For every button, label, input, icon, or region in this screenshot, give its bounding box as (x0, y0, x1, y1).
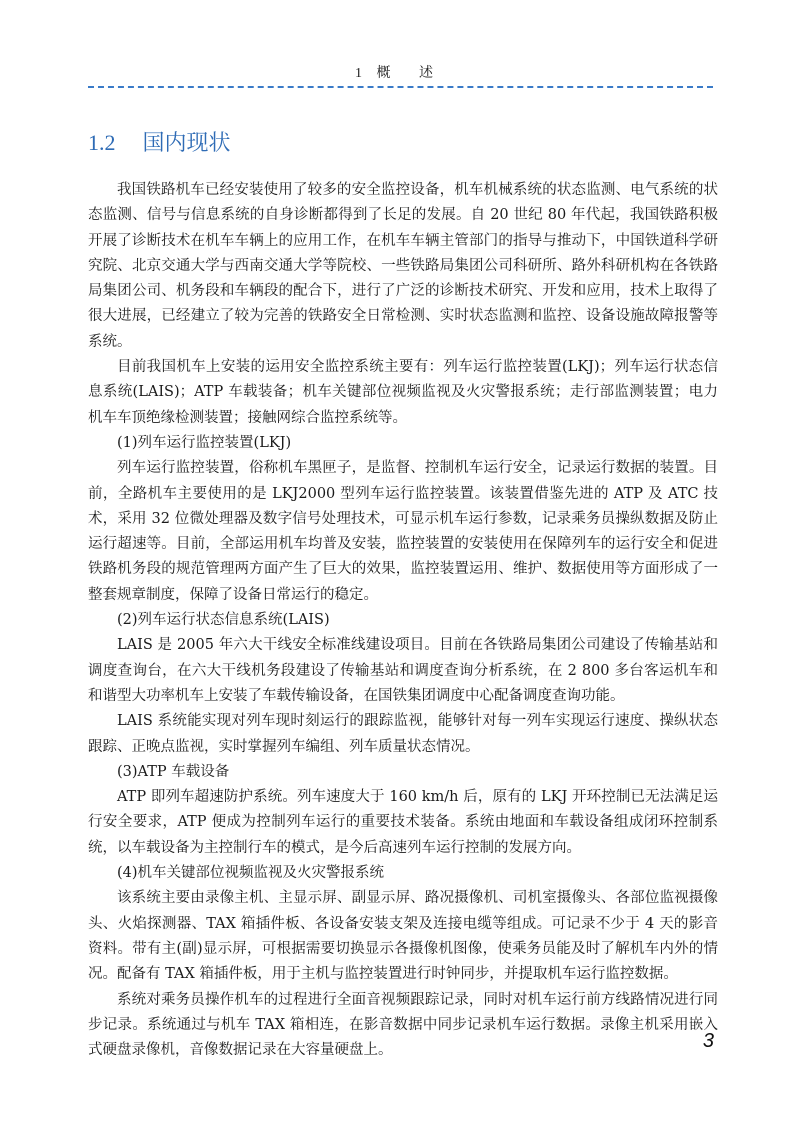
paragraph: 我国铁路机车已经安装使用了较多的安全监控设备，机车机械系统的状态监测、电气系统的状态监测、信号与信息系统的自身诊断都得到了长足的发展。自 20 世纪 80 年代起，我国铁路积极开展了诊断技术在机车车辆上的应用工作，在机车车辆主管部门的指导与推动下，中国铁道科学研究院、北京交通大学与西南交通大学等院校、一些铁路局集团公司科研所、路外科研机构在各铁路局集团公司、机务段和车辆段的配合下，进行了广泛的诊断技术研究、开发和应用，技术上取得了很大进展，已经建立了较为完善的铁路安全日常检测、实时状态监测和监控、设备设施故障报警等系统。 (88, 182, 718, 350)
section-number: 1.2 (88, 130, 116, 155)
subheading: (2)列车运行状态信息系统(LAIS) (117, 612, 330, 629)
page-number: 3 (702, 1030, 714, 1052)
paragraph: 系统对乘务员操作机车的过程进行全面音视频跟踪记录，同时对机车运行前方线路情况进行同步记录。系统通过与机车 TAX 箱相连，在影音数据中同步记录机车运行数据。录像主机采用嵌入式硬盘录像机，音像数据记录在大容量硬盘上。 (88, 991, 718, 1059)
paragraph: 目前我国机车上安装的运用安全监控系统主要有：列车运行监控装置(LKJ)；列车运行状态信息系统(LAIS)；ATP 车载装备；机车关键部位视频监视及火灾警报系统；走行部监测装置；电力机车车顶绝缘检测装置；接触网综合监控系统等。 (88, 359, 718, 426)
body-text (88, 178, 718, 1063)
paragraph: ATP 即列车超速防护系统。列车速度大于 160 km/h 后，原有的 LKJ 开环控制已无法满足运行安全要求，ATP 便成为控制列车运行的重要技术装备。系统由地面和车载设备组成闭环控制系统，以车载设备为主控制行车的模式，是今后高速列车运行控制的发展方向。 (88, 789, 718, 856)
section-title: 国内现状 (142, 131, 231, 156)
paragraph: 列车运行监控装置，俗称机车黑匣子，是监督、控制机车运行安全，记录运行数据的装置。目前，全路机车主要使用的是 LKJ2000 型列车运行监控装置。该装置借鉴先进的 ATP 及 ATC 技术，采用 32 位微处理器及数字信号处理技术，可显示机车运行参数，记录乘务员操纵数据及防止运行超速等。目前，全部运用机车均普及安装，监控装置的安装使用在保障列车的运行安全和促进铁路机务段的规范管理两方面产生了巨大的效果，监控装置运用、维护、数据使用等方面形成了一整套规章制度，保障了设备日常运行的稳定。 (88, 460, 718, 603)
paragraph: LAIS 系统能实现对列车现时刻运行的跟踪监视，能够针对每一列车实现运行速度、操纵状态跟踪、正晚点监视，实时掌握列车编组、列车质量状态情况。 (88, 713, 718, 755)
chapter-title: 概 述 (376, 65, 445, 81)
running-header (0, 62, 800, 82)
subheading: (4)机车关键部位视频监视及火灾警报系统 (117, 865, 385, 882)
chapter-number: 1 (355, 66, 363, 81)
header-divider (88, 86, 713, 88)
subheading: (1)列车运行监控装置(LKJ) (117, 434, 292, 451)
subheading: (3)ATP 车载设备 (117, 763, 230, 780)
paragraph: LAIS 是 2005 年六大干线安全标准线建设项目。目前在各铁路局集团公司建设了传输基站和调度查询台，在六大干线机务段建设了传输基站和调度查询分析系统，在 2 800 多台客运机车和和谐型大功率机车上安装了车载传输设备，在国铁集团调度中心配备调度查询功能。 (88, 637, 718, 704)
section-heading (88, 126, 231, 157)
paragraph: 该系统主要由录像主机、主显示屏、副显示屏、路况摄像机、司机室摄像头、各部位监视摄像头、火焰探测器、TAX 箱插件板、各设备安装支架及连接电缆等组成。可记录不少于 4 天的影音资料。带有主(副)显示屏，可根据需要切换显示各摄像机图像，使乘务员能及时了解机车内外的情况。配备有 TAX 箱插件板，用于主机与监控装置进行时钟同步，并提取机车运行监控数据。 (88, 890, 718, 983)
